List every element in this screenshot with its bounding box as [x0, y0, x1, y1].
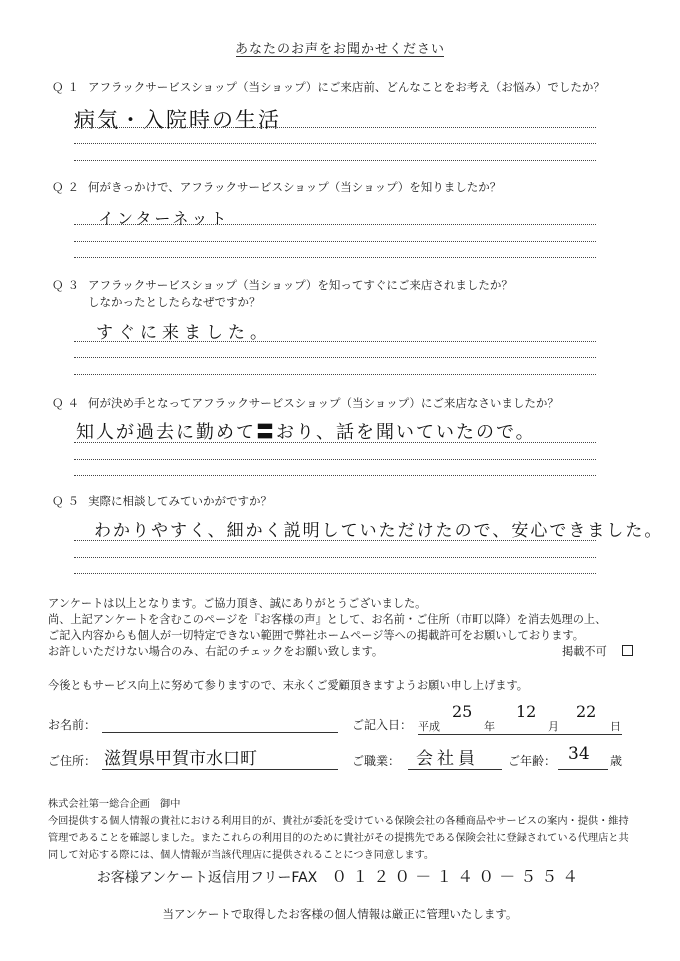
address-underline	[102, 769, 338, 770]
job-label: ご職業：	[352, 754, 401, 768]
question-5-text: 実際に相談してみていかがですか？	[88, 494, 272, 508]
answer-line	[74, 257, 596, 258]
address-label: ご住所：	[48, 754, 97, 768]
question-5	[52, 492, 272, 510]
answer-line	[74, 442, 596, 443]
date-day[interactable]: 22	[576, 702, 597, 721]
answer-line	[74, 341, 596, 342]
date-underline	[418, 734, 622, 735]
age-unit: 歳	[610, 754, 623, 768]
answer-line	[74, 241, 596, 242]
era-label: 平成	[418, 720, 440, 733]
answer-line	[74, 143, 596, 144]
consent-line-1: 今回提供する個人情報の貴社における利用目的が、貴社が委託を受けている保険会社の各種商品やサービスの案内・提供・維持	[48, 816, 629, 827]
question-2-number: Ｑ２	[52, 180, 83, 194]
company-addressee: 株式会社第一総合企画 御中	[48, 799, 181, 810]
answer-2[interactable]: インターネット	[98, 209, 230, 228]
question-2-text: 何がきっかけで、アフラックサービスショップ（当ショップ）を知りましたか？	[88, 180, 502, 194]
title-underline	[236, 56, 444, 57]
address-value[interactable]: 滋賀県甲賀市水口町	[104, 749, 257, 769]
closing-message: 今後ともサービス向上に努めて参りますので、末永くご愛顧頂きますようお願い申し上げます。	[48, 679, 528, 692]
answer-3[interactable]: すぐに来ました。	[96, 323, 272, 343]
month-unit: 月	[548, 720, 559, 733]
job-value[interactable]: 会社員	[416, 749, 479, 769]
answer-line	[74, 540, 596, 541]
answer-line	[74, 374, 596, 375]
answer-1[interactable]: 病気・入院時の生活	[74, 108, 281, 132]
answer-line	[74, 557, 596, 558]
notice-line-2: 尚、上記アンケートを含むこのページを『お客様の声』として、お名前・ご住所（市町以降）を消去処理の上、	[48, 613, 607, 626]
publish-refusal-checkbox[interactable]	[622, 645, 633, 656]
question-1-number: Ｑ１	[52, 80, 83, 94]
age-value[interactable]: 34	[568, 744, 590, 764]
question-3-text-line2: しなかったとしたらなぜですか？	[88, 295, 261, 309]
question-2	[52, 178, 501, 196]
answer-5[interactable]: わかりやすく、細かく説明していただけたので、安心できました。	[94, 521, 664, 541]
answer-line	[74, 224, 596, 225]
age-label: ご年齢：	[508, 754, 557, 768]
publish-refusal-label: 掲載不可	[562, 645, 607, 658]
fax-number: ０１２０－１４０－５５４	[331, 867, 584, 886]
name-label: お名前：	[48, 718, 97, 732]
fax-line	[0, 864, 680, 887]
question-1-text: アフラックサービスショップ（当ショップ）にご来店前、どんなことをお考え（お悩み）でしたか？	[88, 80, 605, 94]
answer-line	[74, 475, 596, 476]
name-field[interactable]	[102, 732, 338, 733]
question-3-number: Ｑ３	[52, 278, 83, 292]
notice-line-4: お許しいただけない場合のみ、右記のチェックをお願い致します。	[48, 645, 384, 658]
question-4-number: Ｑ４	[52, 396, 83, 410]
answer-line	[74, 573, 596, 574]
answer-4[interactable]: 知人が過去に勤めて〓おり、話を聞いていたので。	[76, 422, 536, 443]
question-5-number: Ｑ５	[52, 494, 83, 508]
question-1	[52, 78, 605, 96]
answer-line	[74, 357, 596, 358]
answer-line	[74, 127, 596, 128]
date-year[interactable]: 25	[452, 702, 473, 721]
date-label: ご記入日：	[352, 718, 413, 732]
answer-line	[74, 459, 596, 460]
day-unit: 日	[610, 720, 621, 733]
privacy-note: 当アンケートで取得したお客様の個人情報は厳正に管理いたします。	[162, 907, 518, 921]
question-3-text: アフラックサービスショップ（当ショップ）を知ってすぐにご来店されましたか？	[88, 278, 513, 292]
question-4-text: 何が決め手となってアフラックサービスショップ（当ショップ）にご来店なさいましたか？	[88, 396, 559, 410]
question-3	[52, 276, 513, 294]
year-unit: 年	[484, 720, 495, 733]
answer-line	[74, 160, 596, 161]
fax-label: お客様アンケート返信用フリーFAX	[96, 870, 318, 886]
question-4	[52, 394, 559, 412]
consent-line-2: 管理であることを確認しました。またこれらの利用目的のために貴社がその提携先である保険会社に登録されている代理店と共	[48, 833, 629, 844]
job-underline	[408, 769, 502, 770]
age-underline	[558, 769, 608, 770]
notice-line-3: ご記入内容からも個人が一切特定できない範囲で弊社ホームページ等への掲載許可をお願いしております。	[48, 629, 584, 642]
consent-line-3: 同して対応する際には、個人情報が当該代理店に提供されることにつき同意します。	[48, 850, 435, 861]
notice-line-1: アンケートは以上となります。ご協力頂き、誠にありがとうございました。	[48, 597, 427, 610]
date-month[interactable]: 12	[516, 702, 537, 721]
page-title: あなたのお声をお聞かせください	[234, 42, 445, 57]
